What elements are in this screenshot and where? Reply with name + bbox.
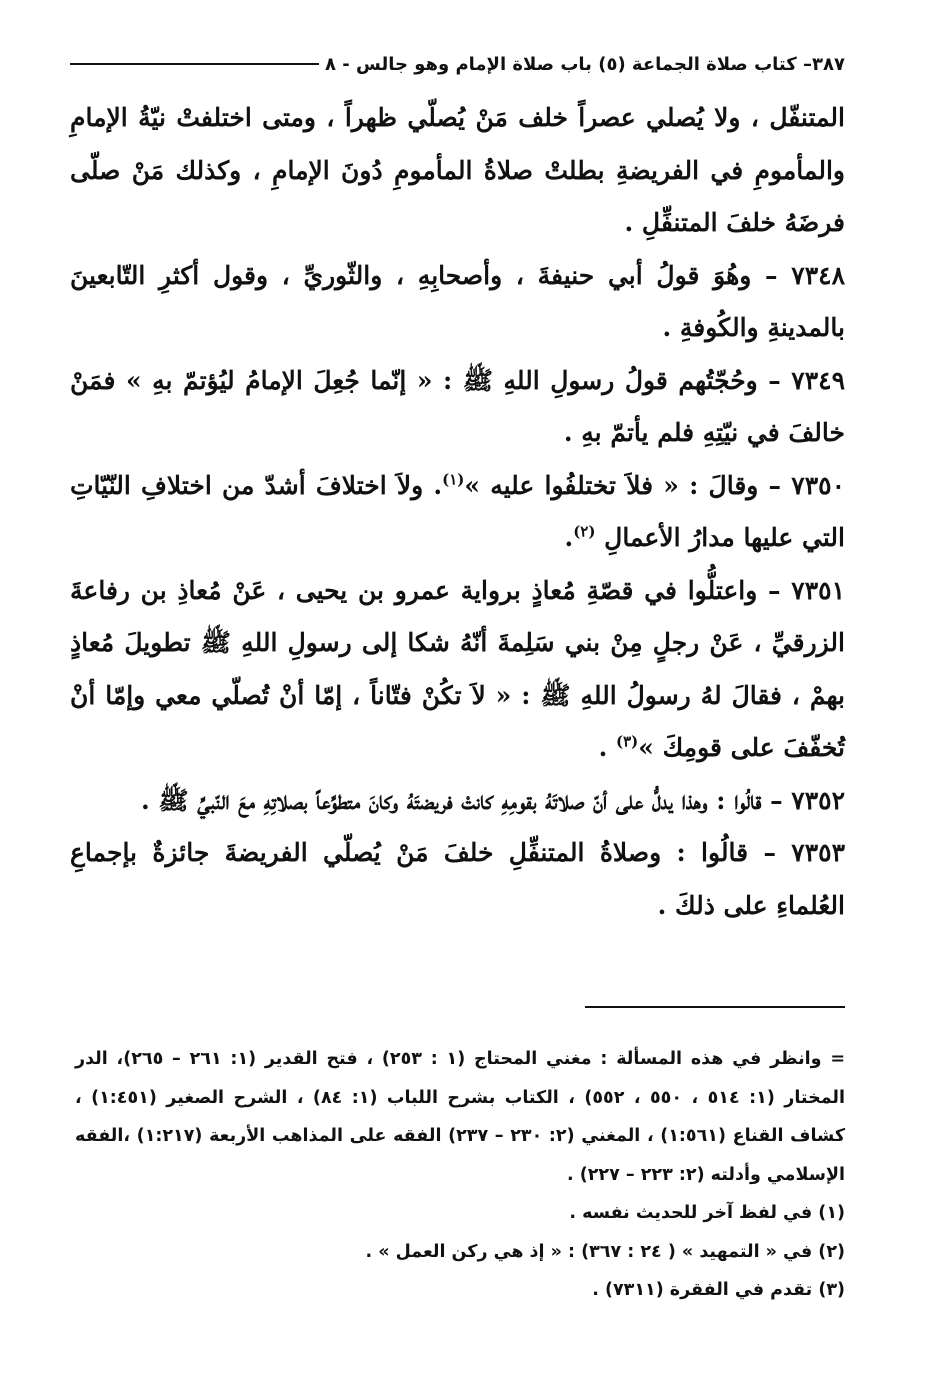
- footnote-continuation: = وانظر في هذه المسألة : مغني المحتاج (١ : ٢٥٣) ، فتح القدير (١: ٢٦١ – ٢٦٥)، الدر المختار (١: ٥١٤ ، ٥٥٠ ، ٥٥٢) ، الكتاب بشرح اللباب (١: ٨٤) ، الشرح الصغير (١:٤٥١) ، كشاف القناع (١:٥٦١) ، المغني (٢: ٢٣٠ – ٢٣٧) الفقه على المذاهب الأربعة (١:٢١٧) ،الفقه الإسلامي وأدلته (٢: ٢٢٣ – ٢٢٧) .: [75, 1049, 846, 1185]
- footnote-3: (٣) تقدم في الفقرة (٧٣١١) .: [592, 1280, 845, 1300]
- paragraph-7351: [70, 565, 845, 775]
- paragraph-7350: [70, 460, 845, 565]
- paragraph-text: – واعتلُّوا في قصّةِ مُعاذٍ برواية عمرو بن يحيى ، عَنْ مُعاذِ بن رفاعةَ الزرقيِّ ، عَنْ رجلٍ مِنْ بني سَلِمةَ أنّهُ شكا إلى رسولِ اللهِ ﷺ تطويلَ مُعاذٍ بهمْ ، فقالَ لهُ رسولُ اللهِ ﷺ : « لاَ تكُنْ فتّاناً ، إمّا أنْ تُصلّي معي وإمّا أنْ تُخفّفَ على قومِكَ »: [70, 575, 845, 762]
- paragraph-number: ٧٣٥٣: [791, 838, 845, 867]
- paragraph-text: – قالُوا : وهذا يدلُّ على أنّ صلاتَهُ بقومِهِ كانتْ فريضتَهُ وكانَ متطوِّعاً بصلاتِهِ معَ النّبيِّ ﷺ .: [141, 785, 792, 815]
- paragraph-7353: [70, 827, 845, 932]
- paragraph-text: .: [598, 733, 616, 762]
- paragraph-7349: [70, 355, 845, 460]
- paragraph-number: ٧٣٥٠: [791, 470, 845, 500]
- footnote-1: (١) في لفظ آخر للحديث نفسه .: [569, 1203, 845, 1223]
- paragraph-number: ٧٣٤٨: [791, 260, 845, 290]
- header-rule: [70, 63, 319, 65]
- footnote-ref[interactable]: (١): [442, 470, 465, 489]
- paragraph-number: ٧٣٥١: [791, 575, 845, 605]
- paragraph-text: – قالُوا : وصلاةُ المتنفِّلِ خلفَ مَنْ يُصلّي الفريضةَ جائزةٌ بإجماعِ العُلماءِ على ذلكَ .: [70, 838, 845, 920]
- paragraph-text: – وحُجّتُهم قولُ رسولِ اللهِ ﷺ : « إنّما جُعِلَ الإمامُ ليُؤتمّ بهِ » فمَنْ خالفَ في نيّتِهِ فلم يأتمّ بهِ .: [70, 365, 845, 447]
- footnote-ref[interactable]: (٣): [616, 732, 639, 751]
- footnote-2: (٢) في « التمهيد » ( ٢٤ : ٣٦٧) : « إذ هي ركن العمل » .: [365, 1241, 845, 1262]
- paragraph-number: ٧٣٤٩: [791, 365, 845, 395]
- running-header: [70, 44, 845, 84]
- footnotes: [75, 1040, 845, 1310]
- paragraph-text: المتنفّل ، ولا يُصلي عصراً خلف مَنْ يُصلّي ظهراً ، ومتى اختلفتْ نيّةُ الإمامِ والمأمومِ في الفريضةِ بطلتْ صلاةُ المأمومِ دُونَ الإمامِ ، وكذلك مَنْ صلّى فرضَهُ خلفَ المتنفِّلِ .: [70, 103, 845, 237]
- paragraph-continuation: [70, 92, 845, 250]
- header-text: ٣٨٧– كتاب صلاة الجماعة (٥) باب صلاة الإمام وهو جالس - ٨: [325, 53, 845, 75]
- paragraph-text: – وقالَ : « فلاَ تختلفُوا عليه »: [464, 470, 792, 500]
- paragraph-7348: [70, 250, 845, 355]
- footnote-divider: [585, 1006, 845, 1008]
- main-text: [70, 92, 845, 932]
- paragraph-number: ٧٣٥٢: [791, 785, 845, 815]
- footnote-ref[interactable]: (٢): [573, 522, 596, 541]
- paragraph-text: – وهُوَ قولُ أبي حنيفةَ ، وأصحابِهِ ، والثّوريِّ ، وقول أكثرِ التّابعينَ بالمدينةِ والكُوفةِ .: [70, 260, 845, 342]
- paragraph-7352: [70, 775, 845, 828]
- paragraph-text: .: [564, 523, 574, 552]
- paragraph-text: . ولاَ اختلافَ أشدّ من اختلافِ النّيّاتِ التي عليها مدارُ الأعمالِ: [70, 470, 845, 552]
